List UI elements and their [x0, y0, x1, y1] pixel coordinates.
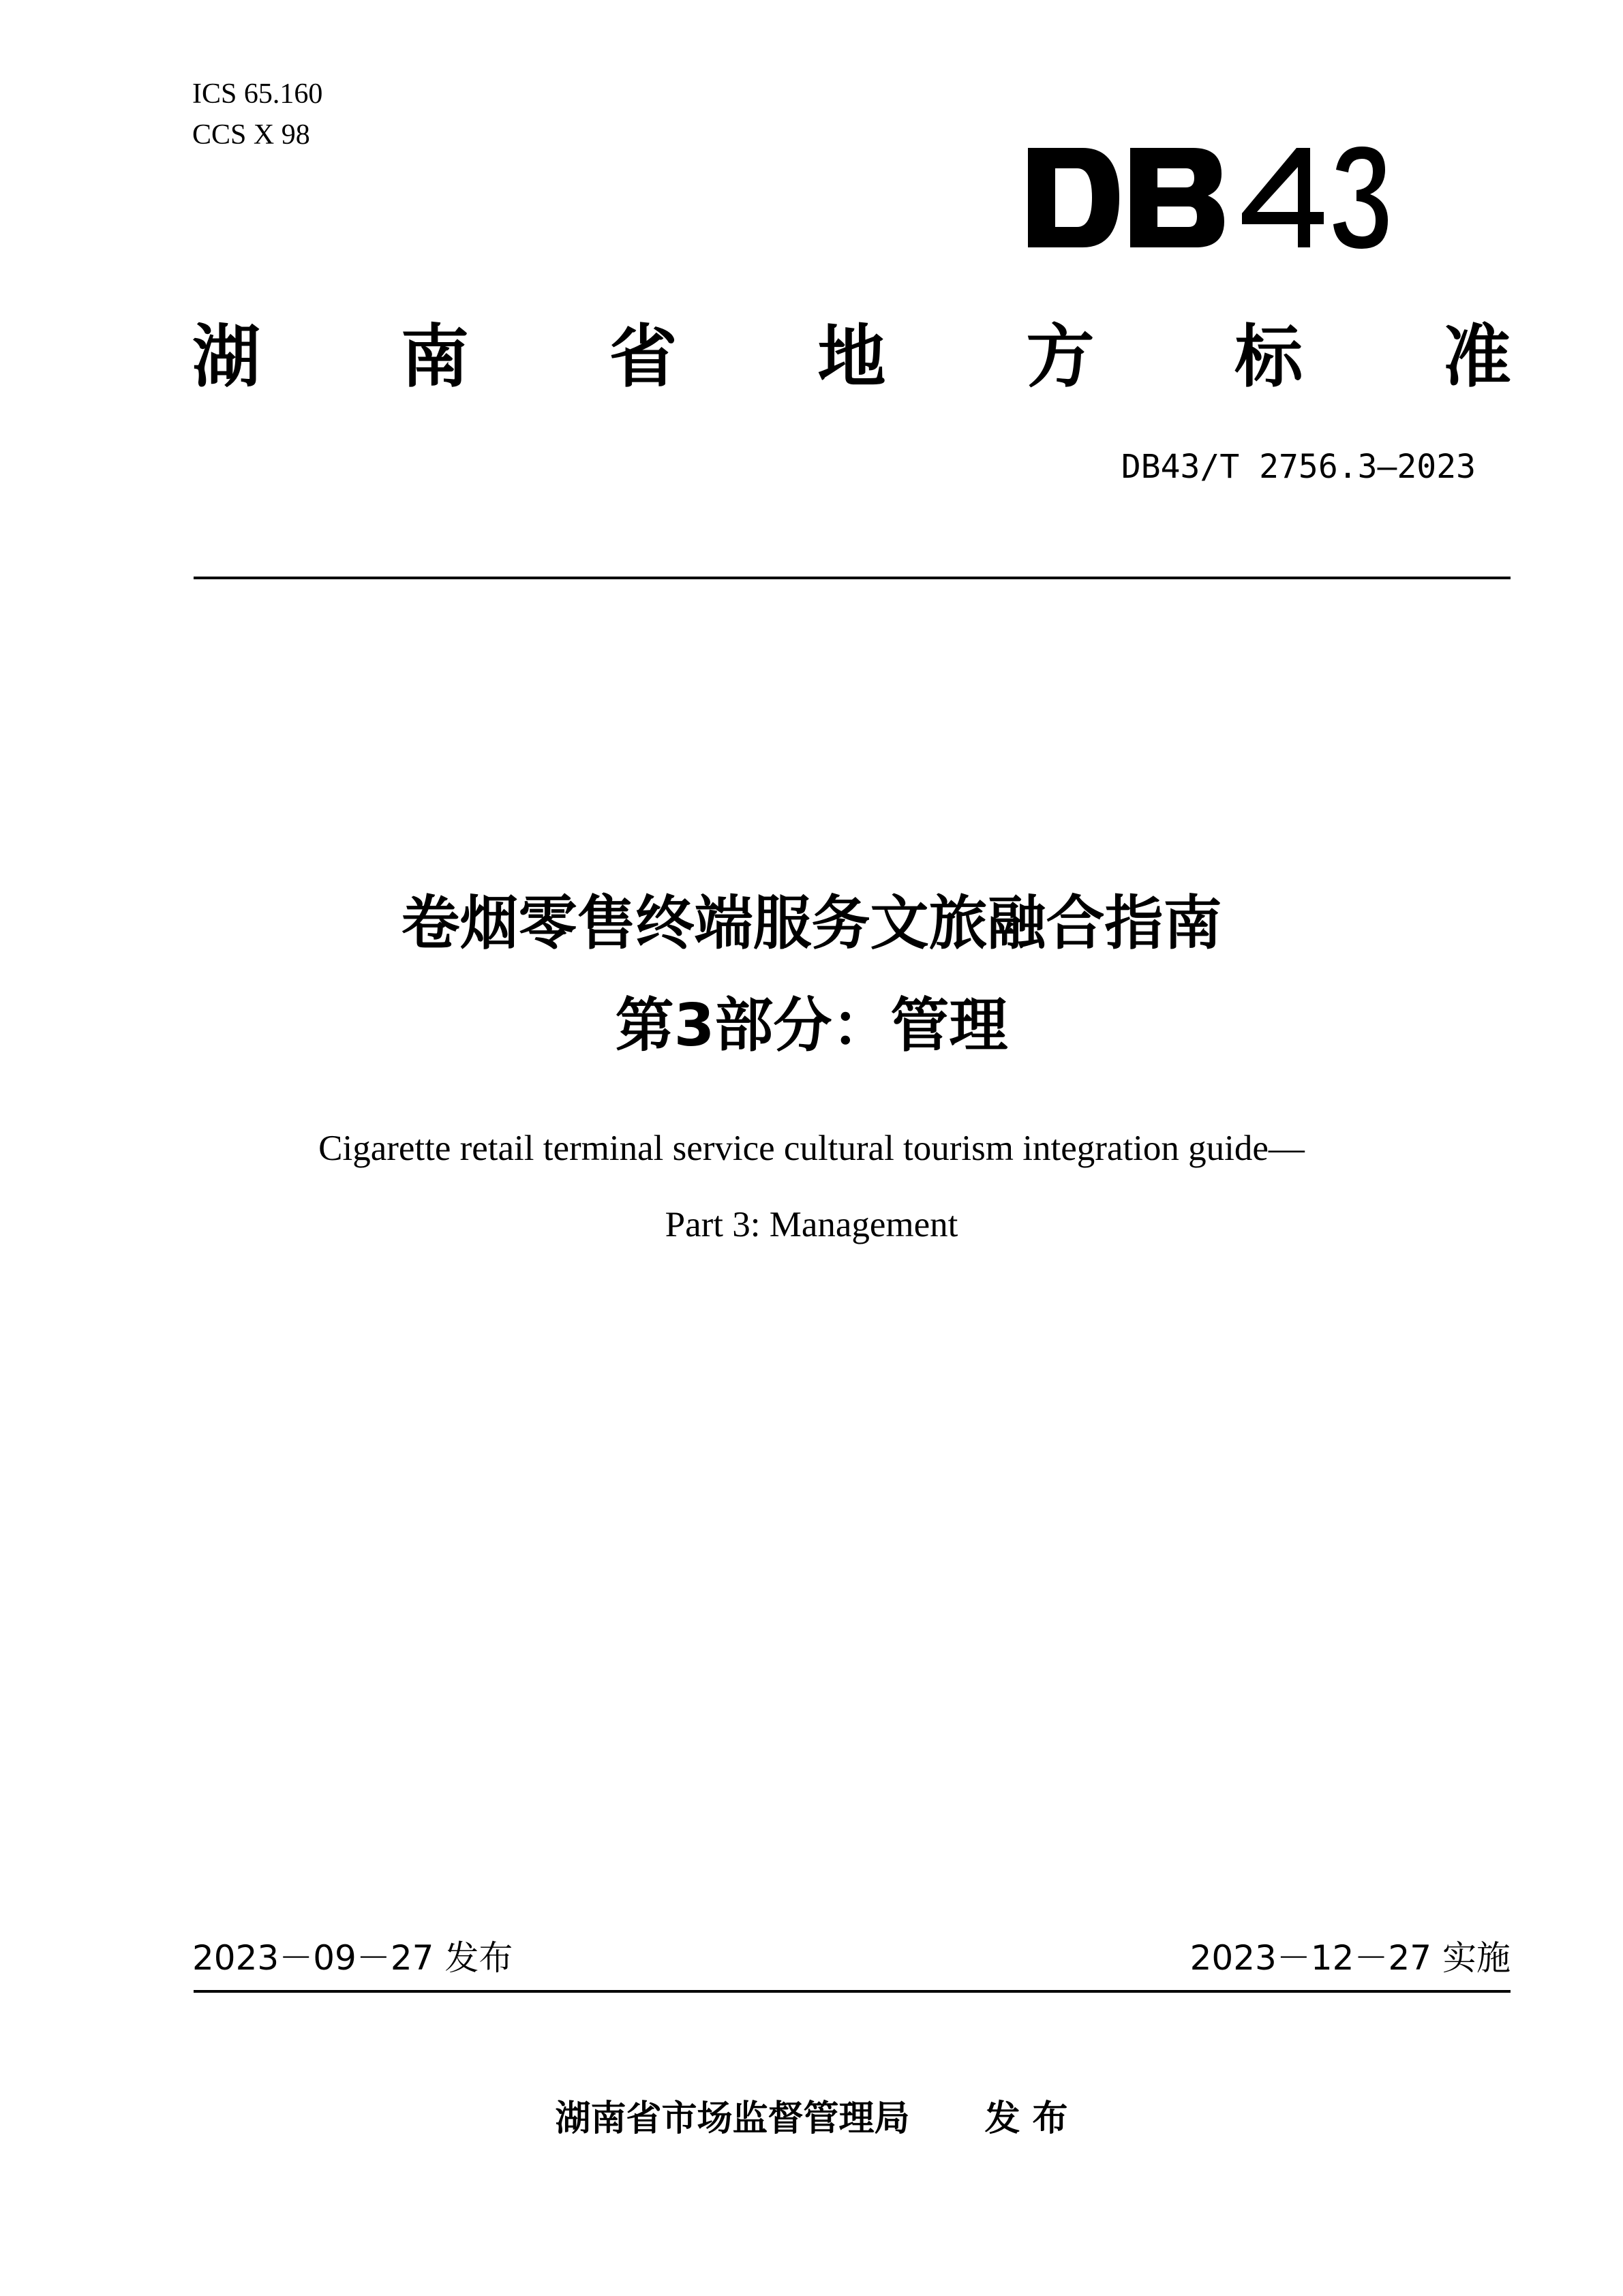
title-english-line1: Cigarette retail terminal service cultural tourism integration guide— [318, 1129, 1305, 1168]
standard-type-char: 南 [400, 317, 469, 397]
title-chinese-line2: 第3部分：管理 [615, 992, 1008, 1060]
standard-number: DB43/T 2756.3—2023 [1121, 448, 1476, 486]
standard-type-char: 方 [1026, 317, 1095, 397]
top-divider [194, 577, 1511, 579]
standard-type-char: 湖 [192, 317, 260, 397]
ics-code: ICS 65.160 [192, 78, 323, 110]
title-chinese-line1: 卷烟零售终端服务文旅融合指南 [401, 889, 1222, 958]
publisher-name: 湖南省市场监督管理局 [555, 2098, 910, 2139]
publisher-action: 发 布 [984, 2098, 1068, 2139]
publisher-line [0, 2095, 1623, 2143]
standard-type-char: 地 [817, 317, 886, 397]
title-english-line2: Part 3: Management [665, 1205, 958, 1244]
implementation-date: 2023－12－27 实施 [1189, 1938, 1511, 1978]
ccs-code: CCS X 98 [192, 119, 310, 151]
standard-type-char: 准 [1442, 317, 1511, 397]
standard-type-char: 省 [609, 317, 678, 397]
standard-type-heading [192, 300, 1511, 402]
standard-type-char: 标 [1234, 317, 1303, 397]
db43-logo [1022, 140, 1391, 256]
issue-date: 2023－09－27 发布 [192, 1938, 513, 1978]
bottom-divider [194, 1990, 1511, 1993]
